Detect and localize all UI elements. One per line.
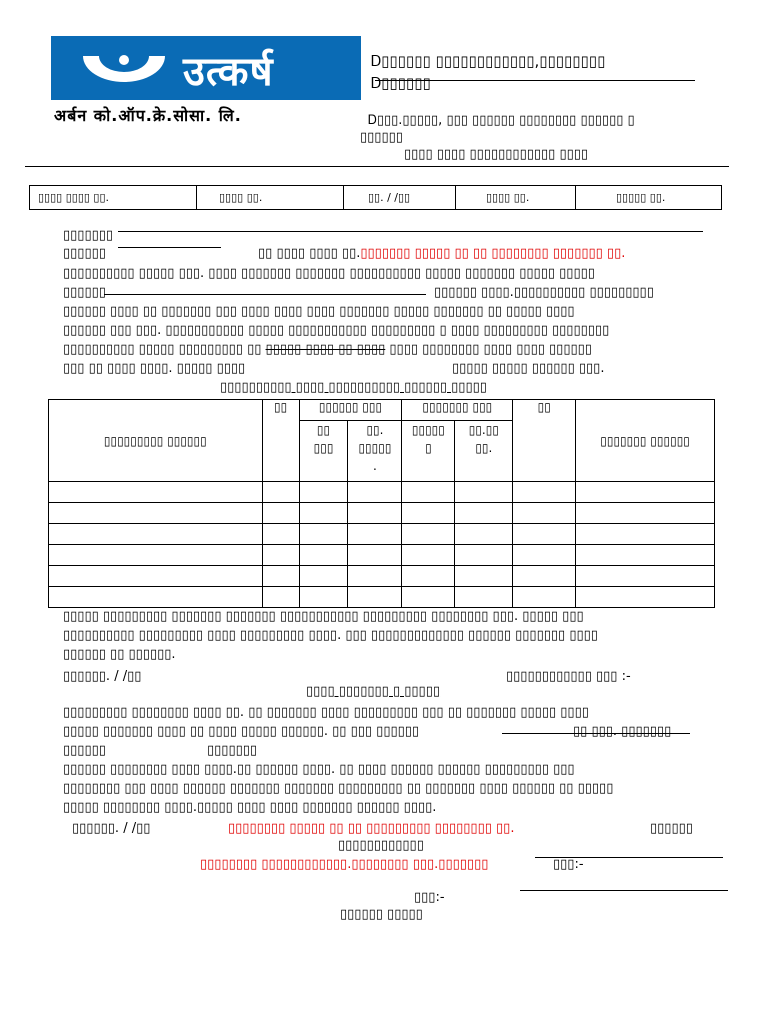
table-row xyxy=(49,524,715,545)
org-name-line1: Ꭰ▯▯▯▯▯▯ ▯▯▯▯▯▯▯▯▯▯▯▯,▯▯▯▯▯▯▯▯ xyxy=(371,52,606,70)
para1-fill-line1 xyxy=(118,231,703,232)
col-sub-g2a: ▯▯▯▯▯ ▯ xyxy=(402,421,455,482)
para1-line8: ▯▯▯ ▯▯ ▯▯▯▯ ▯▯▯▯. ▯▯▯▯▯ ▯▯▯▯ xyxy=(63,361,246,376)
items-table xyxy=(48,399,715,608)
para2-line3: ▯▯▯▯▯▯ ▯▯ ▯▯▯▯▯▯. xyxy=(63,647,176,662)
section2-line3b: ▯▯▯▯▯▯▯ xyxy=(207,743,258,758)
address-line2: ▯▯▯▯▯▯ xyxy=(360,130,403,145)
section2-center-label: ▯▯▯▯▯▯▯▯▯▯▯▯ xyxy=(338,838,424,853)
section2-sign1-label: ▯▯▯:- xyxy=(553,857,584,872)
section2-line6: ▯▯▯▯▯ ▯▯▯▯▯▯▯▯ ▯▯▯▯.▯▯▯▯▯ ▯▯▯▯ ▯▯▯▯ ▯▯▯▯▯▯▯ ▯▯▯▯▯▯ ▯▯▯▯. xyxy=(63,800,437,815)
logo xyxy=(51,36,361,100)
para1-red-note: ▯▯▯▯▯▯▯ ▯▯▯▯▯ ▯▯ ▯▯ ▯▯▯▯▯▯▯▯ ▯▯▯▯▯▯▯ ▯▯. xyxy=(360,246,626,261)
section2-date: ▯▯▯▯▯▯. / /▯▯ xyxy=(72,821,151,836)
table-row xyxy=(49,545,715,566)
section2-line1: ▯▯▯▯▯▯▯▯▯ ▯▯▯▯▯▯▯▯ ▯▯▯▯ ▯▯. ▯▯ ▯▯▯▯▯▯▯ ▯▯▯▯ ▯▯▯▯▯▯▯▯▯ ▯▯▯ ▯▯ ▯▯▯▯▯▯▯ ▯▯▯▯▯ ▯▯▯▯ xyxy=(63,705,589,720)
col-sub-g1a: ▯▯ ▯▯▯ xyxy=(299,421,348,482)
para2-date: ▯▯▯▯▯▯. / /▯▯ xyxy=(63,669,142,684)
para1-strike-text: ▯▯▯▯▯ ▯▯▯▯ ▯▯ ▯▯▯▯ xyxy=(265,342,386,357)
para1-line3: ▯▯▯▯▯▯▯▯▯▯ ▯▯▯▯▯ ▯▯▯. ▯▯▯▯ ▯▯▯▯▯▯▯ ▯▯▯▯▯▯▯ ▯▯▯▯▯▯▯▯▯▯ ▯▯▯▯▯ ▯▯▯▯▯▯▯ ▯▯▯▯▯ ▯▯▯▯▯ xyxy=(63,266,595,281)
para1-line6: ▯▯▯▯▯▯ ▯▯▯ ▯▯▯. ▯▯▯▯▯▯▯▯▯▯▯ ▯▯▯▯▯ ▯▯▯▯▯▯▯▯▯▯▯ ▯▯▯▯▯▯▯▯▯ ▯ ▯▯▯▯ ▯▯▯▯▯▯▯▯▯ ▯▯▯▯▯▯▯▯ xyxy=(63,323,610,338)
section2-sign2-label: ▯▯▯:- xyxy=(414,890,445,905)
col-header-b: ▯▯ xyxy=(513,400,576,482)
reference-box xyxy=(29,185,722,210)
col-header-group1: ▯▯▯▯▯▯ ▯▯▯ xyxy=(299,400,402,421)
table-heading: ▯▯▯▯▯▯▯▯▯▯ ▯▯▯▯ ▯▯▯▯▯▯▯▯▯▯ ▯▯▯▯▯▯ ▯▯▯▯▯ xyxy=(220,380,487,395)
para2-line2: ▯▯▯▯▯▯▯▯▯▯ ▯▯▯▯▯▯▯▯▯ ▯▯▯▯ ▯▯▯▯▯▯▯▯▯ ▯▯▯▯. ▯▯▯ ▯▯▯▯▯▯▯▯▯▯▯▯▯ ▯▯▯▯▯▯ ▯▯▯▯▯▯▯ ▯▯▯▯ xyxy=(63,628,598,643)
signature-line2 xyxy=(520,890,728,891)
section2-line4: ▯▯▯▯▯▯ ▯▯▯▯▯▯▯▯ ▯▯▯▯ ▯▯▯▯.▯▯ ▯▯▯▯▯▯ ▯▯▯▯. ▯▯ ▯▯▯▯ ▯▯▯▯▯▯ ▯▯▯▯▯▯ ▯▯▯▯▯▯▯▯▯ ▯▯▯ xyxy=(63,762,575,777)
col-sub-g1b: ▯▯. ▯▯▯▯▯ . xyxy=(348,421,402,482)
para1-line7: ▯▯▯▯▯▯▯▯▯▯ ▯▯▯▯▯ ▯▯▯▯▯▯▯▯▯ ▯▯ ▯▯▯▯▯ ▯▯▯▯ ▯▯ ▯▯▯▯ ▯▯▯▯ ▯▯▯▯▯▯▯▯ ▯▯▯▯ ▯▯▯▯ ▯▯▯▯▯▯ xyxy=(63,342,592,357)
section2-right-label: ▯▯▯▯▯▯ xyxy=(650,821,693,836)
form-title: ▯▯▯▯ ▯▯▯▯ ▯▯▯▯▯▯▯▯▯▯▯▯ ▯▯▯▯ xyxy=(404,147,589,162)
header-divider xyxy=(25,166,729,167)
section2-line3: ▯▯▯▯▯▯ xyxy=(63,743,106,758)
signature-line1 xyxy=(535,857,723,858)
table-row xyxy=(49,482,715,503)
logo-subtitle: अर्बन को.ऑप.क्रे.सोसा. लि. xyxy=(54,106,242,125)
section2-footer: ▯▯▯▯▯▯ ▯▯▯▯▯ xyxy=(340,907,423,922)
para2-signature-label: ▯▯▯▯▯▯▯▯▯▯▯▯ ▯▯▯ :- xyxy=(506,669,631,684)
col-header-group2: ▯▯▯▯▯▯▯ ▯▯▯ xyxy=(402,400,513,421)
col-header-remark: ▯▯▯▯▯▯▯ ▯▯▯▯▯▯ xyxy=(576,400,715,482)
para1-line4: ▯▯▯▯▯▯ xyxy=(63,285,106,300)
table-row xyxy=(49,503,715,524)
ref-cell-1: ▯▯▯▯ ▯▯▯▯ ▯▯. xyxy=(38,191,110,204)
section2-line2b: ▯▯ ▯▯▯. ▯▯▯▯▯▯▯ xyxy=(573,724,672,739)
para1-line8b: ▯▯▯▯▯ ▯▯▯▯▯ ▯▯▯▯▯▯ ▯▯▯. xyxy=(452,361,605,376)
section2-title: ▯▯▯▯ ▯▯▯▯▯▯▯ ▯ ▯▯▯▯▯ xyxy=(306,684,441,699)
col-sub-g2b: ▯▯.▯▯ ▯▯. xyxy=(455,421,513,482)
table-row xyxy=(49,587,715,608)
ref-cell-3: ▯▯. / /▯▯ xyxy=(343,186,455,209)
org-name-line2: Ꭰ▯▯▯▯▯▯ xyxy=(371,74,431,92)
para1-line2: ▯▯▯▯▯▯ xyxy=(63,246,106,261)
col-header-a: ▯▯ xyxy=(262,400,299,482)
address-line1: Ꭰ▯▯▯.▯▯▯▯▯, ▯▯▯ ▯▯▯▯▯▯ ▯▯▯▯▯▯▯▯ ▯▯▯▯▯▯ ▯ xyxy=(368,113,635,128)
ref-cell-5: ▯▯▯▯▯ ▯▯. xyxy=(575,186,721,209)
para1-line2b: ▯▯ ▯▯▯▯ ▯▯▯▯ ▯▯.▯▯▯▯▯▯▯ ▯▯▯▯▯ ▯▯ ▯▯ ▯▯▯▯▯▯▯▯ ▯▯▯▯▯▯▯ ▯▯. xyxy=(258,246,626,261)
para2-line1: ▯▯▯▯▯ ▯▯▯▯▯▯▯▯▯ ▯▯▯▯▯▯▯ ▯▯▯▯▯▯▯ ▯▯▯▯▯▯▯▯▯▯▯ ▯▯▯▯▯▯▯▯▯ ▯▯▯▯▯▯▯▯ ▯▯▯. ▯▯▯▯▯ ▯▯▯ xyxy=(63,609,584,624)
logo-text: उत्कर्ष xyxy=(183,49,274,95)
section2-red-note1: ▯▯▯▯▯▯▯▯ ▯▯▯▯▯ ▯▯ ▯▯ ▯▯▯▯▯▯▯▯▯ ▯▯▯▯▯▯▯▯ ▯▯. xyxy=(228,821,515,836)
table-row xyxy=(49,566,715,587)
col-header-description: ▯▯▯▯▯▯▯▯▯ ▯▯▯▯▯▯ xyxy=(49,400,263,482)
para1-line1: ▯▯▯▯▯▯▯ xyxy=(63,228,114,243)
para1-fill-line3 xyxy=(104,294,426,295)
section2-red-note2: ▯▯▯▯▯▯▯▯ ▯▯▯▯▯▯▯▯▯▯▯▯.▯▯▯▯▯▯▯▯ ▯▯▯.▯▯▯▯▯▯▯ xyxy=(200,857,489,872)
ref-cell-2: ▯▯▯▯ ▯▯. xyxy=(196,186,343,209)
logo-emblem-icon xyxy=(79,50,169,88)
section2-line5: ▯▯▯▯▯▯▯▯ ▯▯▯ ▯▯▯▯ ▯▯▯▯▯▯ ▯▯▯▯▯▯▯ ▯▯▯▯▯▯▯ ▯▯▯▯▯▯▯▯▯ ▯▯ ▯▯▯▯▯▯▯ ▯▯▯▯ ▯▯▯▯▯▯ ▯▯ ▯▯▯▯▯ xyxy=(63,781,614,796)
section2-line2: ▯▯▯▯▯ ▯▯▯▯▯▯▯ ▯▯▯▯ ▯▯ ▯▯▯▯ ▯▯▯▯▯ ▯▯▯▯▯▯. ▯▯ ▯▯▯ ▯▯▯▯▯▯ xyxy=(63,724,420,739)
para1-line4b: ▯▯▯▯▯▯ ▯▯▯▯.▯▯▯▯▯▯▯▯▯▯ ▯▯▯▯▯▯▯▯▯ xyxy=(434,285,654,300)
ref-cell-4: ▯▯▯▯ ▯▯. xyxy=(455,186,575,209)
para1-fill-line2 xyxy=(118,247,221,248)
para1-line5: ▯▯▯▯▯▯ ▯▯▯▯ ▯▯ ▯▯▯▯▯▯▯ ▯▯▯ ▯▯▯▯ ▯▯▯▯ ▯▯▯▯ ▯▯▯▯▯▯▯ ▯▯▯▯▯ ▯▯▯▯▯▯▯ ▯▯ ▯▯▯▯▯ ▯▯▯▯ xyxy=(63,304,575,319)
